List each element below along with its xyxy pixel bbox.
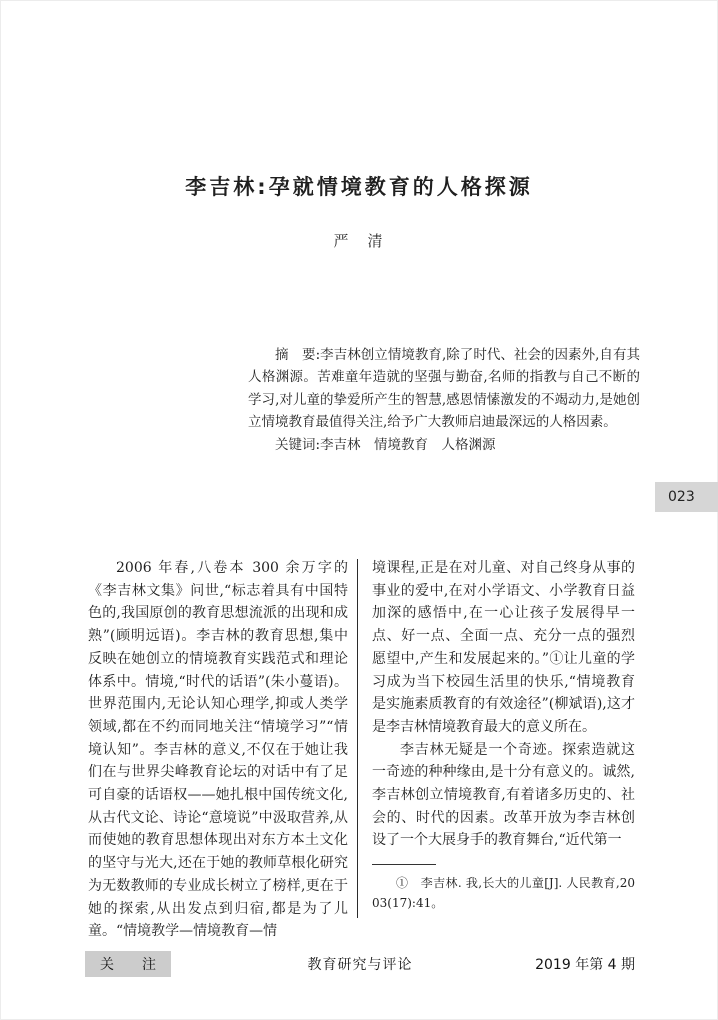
- page-number-badge: [655, 482, 718, 512]
- abstract-label: 摘 要:: [275, 347, 321, 363]
- column-divider: [357, 559, 358, 918]
- body-paragraph-right-1: 境课程,正是在对儿童、对自己终身从事的事业的爱中,在对小学语文、小学教育日益加深的感悟中,在一心让孩子发展得早一点、好一点、全面一点、充分一点的强烈愿望中,产生和发展起来的。”①让儿童的学习成为当下校园生活里的快乐,“情境教育是实施素质教育的有效途径”(柳斌语),这才是李吉林情境教育最大的意义所在。: [372, 560, 635, 735]
- left-column: [88, 557, 348, 943]
- abstract-paragraph: [248, 344, 640, 434]
- section-badge: 关 注: [85, 951, 171, 977]
- right-column: [372, 557, 635, 943]
- issue-label: 2019 年第 4 期: [535, 956, 635, 973]
- article-author: 严 清: [333, 232, 385, 250]
- footnote-text: ① 李吉林. 我,长大的儿童[J]. 人民教育,2003(17):41。: [372, 876, 635, 911]
- footnote-divider: [372, 864, 436, 865]
- article-title: 李吉林:孕就情境教育的人格探源: [185, 175, 533, 199]
- body-columns: [88, 557, 635, 943]
- abstract-text: 李吉林创立情境教育,除了时代、社会的因素外,自有其人格渊源。苦难童年造就的坚强与勤奋,名师的指教与自己不断的学习,对儿童的挚爱所产生的智慧,感恩情愫激发的不竭动力,是她创立情境教育最值得关注,给予广大教师启迪最深远的人格因素。: [248, 347, 640, 431]
- keywords-line: [248, 434, 640, 456]
- page-number: 023: [668, 489, 695, 505]
- keywords-label: 关键词:: [275, 436, 321, 453]
- journal-name: 教育研究与评论: [307, 956, 413, 973]
- abstract-block: [248, 344, 640, 456]
- page-footer: [85, 950, 635, 977]
- keywords-text: 李吉林 情境教育 人格渊源: [320, 436, 496, 453]
- body-paragraph-left: 2006 年春,八卷本 300 余万字的《李吉林文集》问世,“标志着具有中国特色的,我国原创的教育思想流派的出现和成熟”(顾明远语)。李吉林的教育思想,集中反映在她创立的情境教育实践范式和理论体系中。情境,“时代的话语”(朱小蔓语)。世界范围内,无论认知心理学,抑或人类学领域,都在不约而同地关注“情境学习”“情境认知”。李吉林的意义,不仅在于她让我们在与世界尖峰教育论坛的对话中有了足可自豪的话语权——她扎根中国传统文化,从古代文论、诗论“意境说”中汲取营养,从而使她的教育思想体现出对东方本土文化的坚守与光大,还在于她的教师草根化研究为无数教师的专业成长树立了榜样,更在于她的探索,从出发点到归宿,都是为了儿童。“情境教学—情境教育—情: [88, 560, 348, 940]
- body-paragraph-right-2: 李吉林无疑是一个奇迹。探索造就这一奇迹的种种缘由,是十分有意义的。诚然,李吉林创立情境教育,有着诸多历史的、社会的、时代的因素。改革开放为李吉林创设了一个大展身手的教育舞台,“近代第一: [372, 741, 635, 849]
